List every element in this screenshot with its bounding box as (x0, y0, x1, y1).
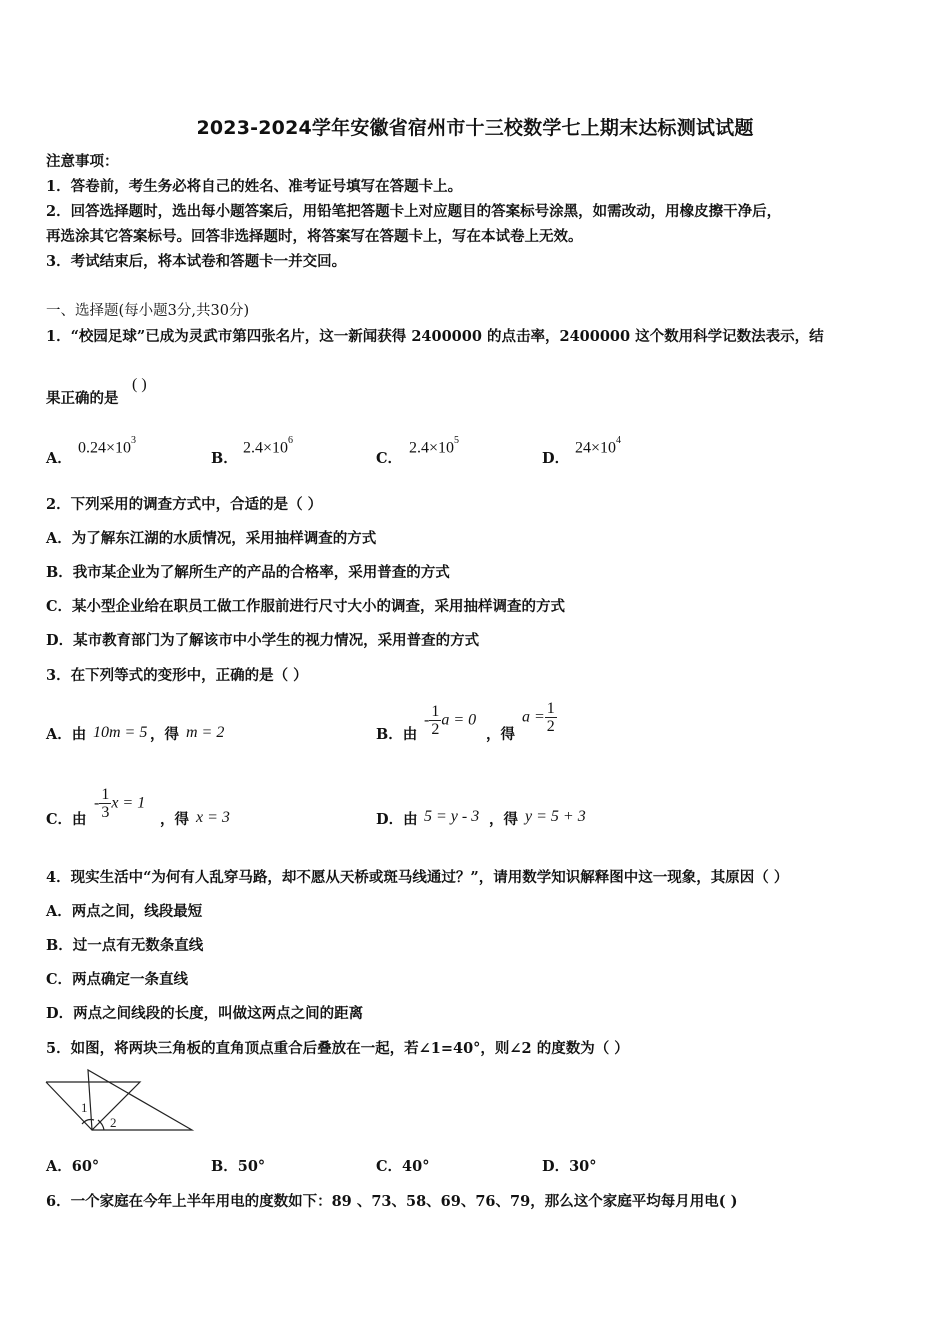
section-heading: 一、选择题(每小题3分,共30分) (46, 303, 250, 319)
q1-option-c-expr: $2.4\times 10^5$ (409, 435, 460, 457)
q3-option-c-label: C．由 (46, 811, 87, 828)
q1-option-b-expr: $2.4\times 10^6$ (243, 435, 294, 457)
q5-option-b: B．50° (211, 1158, 266, 1175)
q5-triangle-figure (40, 1066, 200, 1138)
q3-option-b-expr2: a = $\frac{1}{2}$ (522, 700, 555, 735)
q1-option-b-label: B． (211, 450, 238, 467)
notice-heading: 注意事项： (46, 153, 119, 170)
q3-option-b-mid: ，得 (486, 726, 515, 743)
q6-stem: 6．一个家庭在今年上半年用电的度数如下：89 、73、58、69、76、79，那么这个家庭平均每月用电( ) (46, 1193, 738, 1210)
q3-option-a-expr2: m = 2 (186, 724, 225, 741)
q1-answer-paren: ( ) (132, 376, 147, 393)
q4-option-c: C．两点确定一条直线 (46, 971, 189, 988)
q1-stem-line1: 1．“校园足球”已成为灵武市第四张名片，这一新闻获得 2400000 的点击率，2400000 这个数用科学记数法表示，结 (46, 328, 824, 345)
angle-label-1: 1 (81, 1100, 88, 1115)
q2-stem: 2．下列采用的调查方式中，合适的是（ ） (46, 496, 323, 513)
q3-option-b-label: B．由 (376, 726, 418, 743)
q3-option-c-expr1: - $\frac{1}{3}$ x = 1 (94, 786, 146, 821)
notice-item-1: 1．答卷前，考生务必将自己的姓名、准考证号填写在答题卡上。 (46, 178, 463, 195)
notice-item-2b: 再选涂其它答案标号。回答非选择题时，将答案写在答题卡上，写在本试卷上无效。 (46, 228, 583, 245)
q1-stem-line2: 果正确的是 (46, 390, 119, 407)
q2-option-b: B．我市某企业为了解所生产的产品的合格率，采用普查的方式 (46, 564, 450, 581)
q2-option-a: A．为了解东江湖的水质情况，采用抽样调查的方式 (46, 530, 377, 547)
q4-stem: 4．现实生活中“为何有人乱穿马路，却不愿从天桥或斑马线通过？”，请用数学知识解释图中这一现象，其原因（ ） (46, 869, 789, 886)
q4-option-b: B．过一点有无数条直线 (46, 937, 204, 954)
q2-option-c: C．某小型企业给在职员工做工作服前进行尺寸大小的调查，采用抽样调查的方式 (46, 598, 566, 615)
q3-option-d-expr2: y = 5 + 3 (525, 808, 586, 825)
q3-option-a-label: A．由 (46, 726, 87, 743)
q2-option-d: D．某市教育部门为了解该市中小学生的视力情况，采用普查的方式 (46, 632, 480, 649)
q5-option-a: A．60° (46, 1158, 100, 1175)
q1-option-a-expr: $0.24\times 10^3$ (78, 435, 137, 457)
notice-item-3: 3．考试结束后，将本试卷和答题卡一并交回。 (46, 253, 347, 270)
q1-option-c-label: C． (376, 450, 403, 467)
q3-option-d-label: D．由 (376, 811, 418, 828)
angle-1-arc (82, 1120, 94, 1125)
q3-option-c-mid: ，得 (160, 811, 189, 828)
q4-option-d: D．两点之间线段的长度，叫做这两点之间的距离 (46, 1005, 364, 1022)
triangle-two (88, 1070, 192, 1130)
q1-option-a-label: A． (46, 450, 72, 467)
triangle-one (46, 1082, 140, 1130)
q3-option-c-expr2: x = 3 (196, 809, 230, 826)
q3-option-b-expr1: - $\frac{1}{2}$ a = 0 (424, 703, 477, 738)
q3-option-a-mid: ，得 (150, 726, 179, 743)
q3-option-d-expr1: 5 = y - 3 (424, 808, 480, 825)
q5-stem: 5．如图，将两块三角板的直角顶点重合后叠放在一起，若∠1=40°，则∠2 的度数为（ ） (46, 1040, 629, 1057)
q1-option-d-expr: $24\times 10^4$ (575, 435, 622, 457)
angle-label-2: 2 (110, 1115, 117, 1130)
notice-item-2a: 2．回答选择题时，选出每小题答案后，用铅笔把答题卡上对应题目的答案标号涂黑，如需改动，用橡皮擦干净后， (46, 203, 782, 220)
q3-option-d-mid: ，得 (489, 811, 518, 828)
q5-option-d: D．30° (542, 1158, 597, 1175)
q3-stem: 3．在下列等式的变形中，正确的是（ ） (46, 667, 308, 684)
q3-option-a-expr1: 10m = 5 (93, 724, 148, 741)
q1-option-d-label: D． (542, 450, 570, 467)
page-title: 2023-2024学年安徽省宿州市十三校数学七上期末达标测试试题 (196, 117, 754, 139)
q5-option-c: C．40° (376, 1158, 430, 1175)
q4-option-a: A．两点之间，线段最短 (46, 903, 203, 920)
